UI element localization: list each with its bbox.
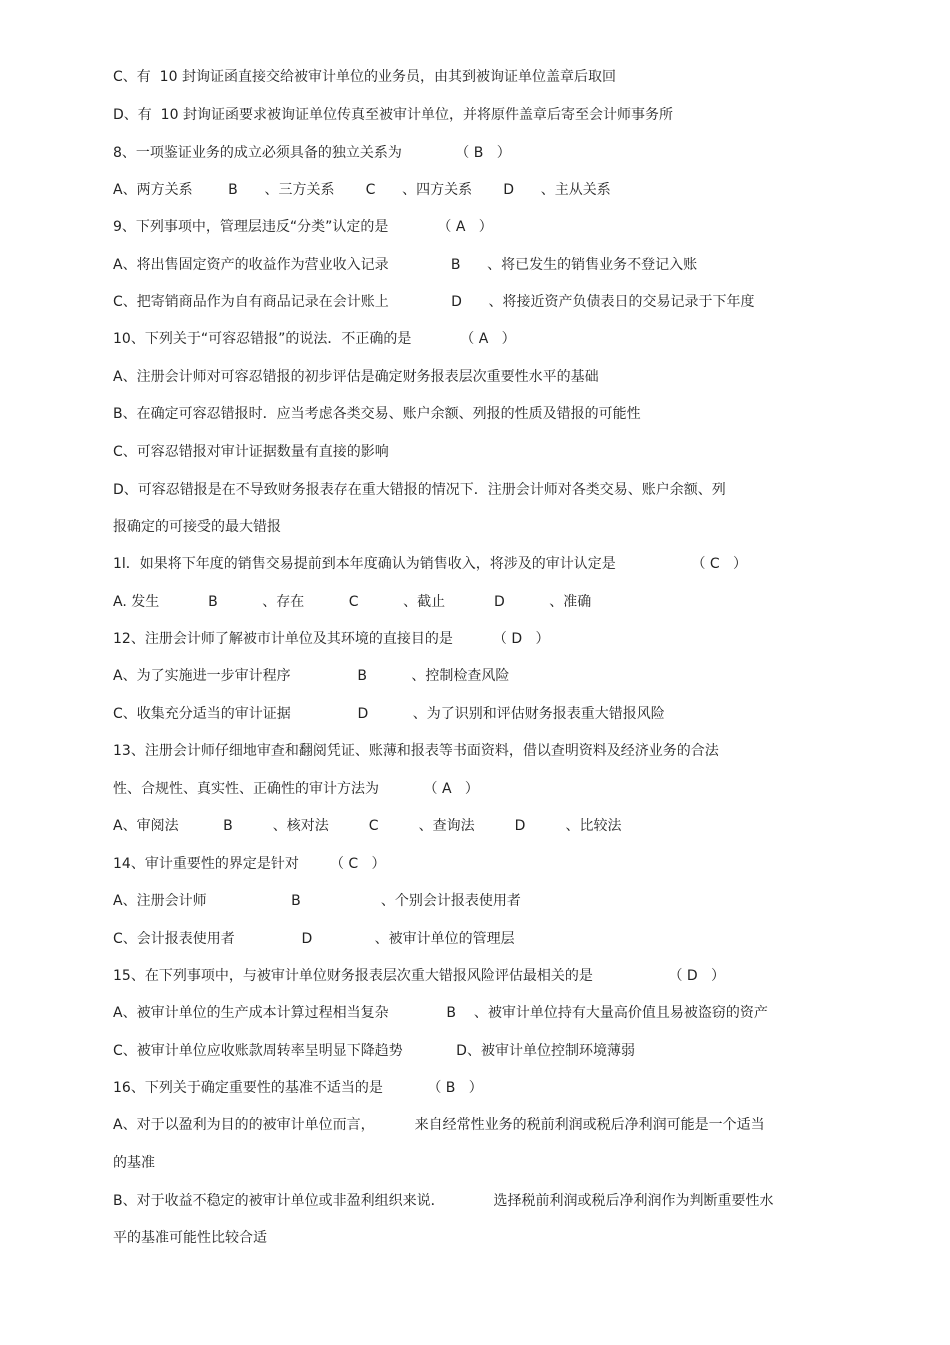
question-line: 16、下列关于确定重要性的基准不适当的是 （ B ）	[113, 1080, 483, 1096]
options-line: A、被审计单位的生产成本计算过程相当复杂 B 、被审计单位持有大量高价值且易被盗窃的资产	[113, 1005, 768, 1021]
options-line: C、收集充分适当的审计证据 D 、为了识别和评估财务报表重大错报风险	[113, 706, 665, 722]
question-line: 12、注册会计师了解被市计单位及其环境的直接目的是 （ D ）	[113, 631, 550, 647]
options-line: A、两方关系 B 、三方关系 C 、四方关系 D 、主从关系	[113, 182, 611, 198]
text-line: A、注册会计师对可容忍错报的初步评估是确定财务报表层次重要性水平的基础	[113, 369, 599, 385]
text-line: 平的基准可能性比较合适	[113, 1230, 267, 1246]
text-line: D、可容忍错报是在不导致财务报表存在重大错报的情况下．注册会计师对各类交易、账户余额、列	[113, 482, 726, 498]
options-line: A、为了实施进一步审计程序 B 、控制检查风险	[113, 668, 510, 684]
options-line: C、把寄销商品作为自有商品记录在会计账上 D 、将接近资产负债表日的交易记录于下年度	[113, 294, 755, 310]
question-line: 13、注册会计师仔细地审查和翻阅凭证、账薄和报表等书面资料，借以查明资料及经济业务的合法	[113, 743, 719, 759]
options-line: A、审阅法 B 、核对法 C 、查询法 D 、比较法	[113, 818, 622, 834]
options-line: A、注册会计师 B 、个别会计报表使用者	[113, 893, 521, 909]
question-line: 14、审计重要性的界定是针对 （ C ）	[113, 856, 386, 872]
question-line: 1l．如果将下年度的销售交易提前到本年度确认为销售收入，将涉及的审计认定是 （ C ）	[113, 556, 748, 572]
question-line: 15、在下列事项中，与被审计单位财务报表层次重大错报风险评估最相关的是 （ D ）	[113, 968, 726, 984]
options-line: C、被审计单位应收账款周转率呈明显下降趋势 D、被审计单位控制环境薄弱	[113, 1043, 635, 1059]
question-line: 9、下列事项中，管理层违反“分类”认定的是 （ A ）	[113, 219, 493, 235]
options-line: C、会计报表使用者 D 、被审计单位的管理层	[113, 931, 515, 947]
text-line: C、有 10 封询证函直接交给被审计单位的业务员，由其到被询证单位盖章后取回	[113, 69, 616, 85]
question-line: 10、下列关于“可容忍错报”的说法．不正确的是 （ A ）	[113, 331, 516, 347]
text-line: 报确定的可接受的最大错报	[113, 519, 281, 535]
text-line: D、有 10 封询证函要求被询证单位传真至被审计单位，并将原件盖章后寄至会计师事务所	[113, 107, 673, 123]
question-line: 性、合规性、真实性、正确性的审计方法为 （ A ）	[113, 781, 479, 797]
text-line: A、对于以盈利为目的的被审计单位而言， 来自经常性业务的税前利润或税后净利润可能是一个适当	[113, 1117, 765, 1133]
text-line: C、可容忍错报对审计证据数量有直接的影响	[113, 444, 389, 460]
text-line: B、在确定可容忍错报时．应当考虑各类交易、账户余额、列报的性质及错报的可能性	[113, 406, 641, 422]
text-line: 的基准	[113, 1155, 155, 1171]
text-line: B、对于收益不稳定的被审计单位或非盈利组织来说． 选择税前利润或税后净利润作为判断重要性水	[113, 1193, 774, 1209]
question-line: 8、一项鉴证业务的成立必须具备的独立关系为 （ B ）	[113, 145, 511, 161]
options-line: A、将出售固定资产的收益作为营业收入记录 B 、将已发生的销售业务不登记入账	[113, 257, 698, 273]
options-line: A. 发生 B 、存在 C 、截止 D 、准确	[113, 594, 592, 610]
